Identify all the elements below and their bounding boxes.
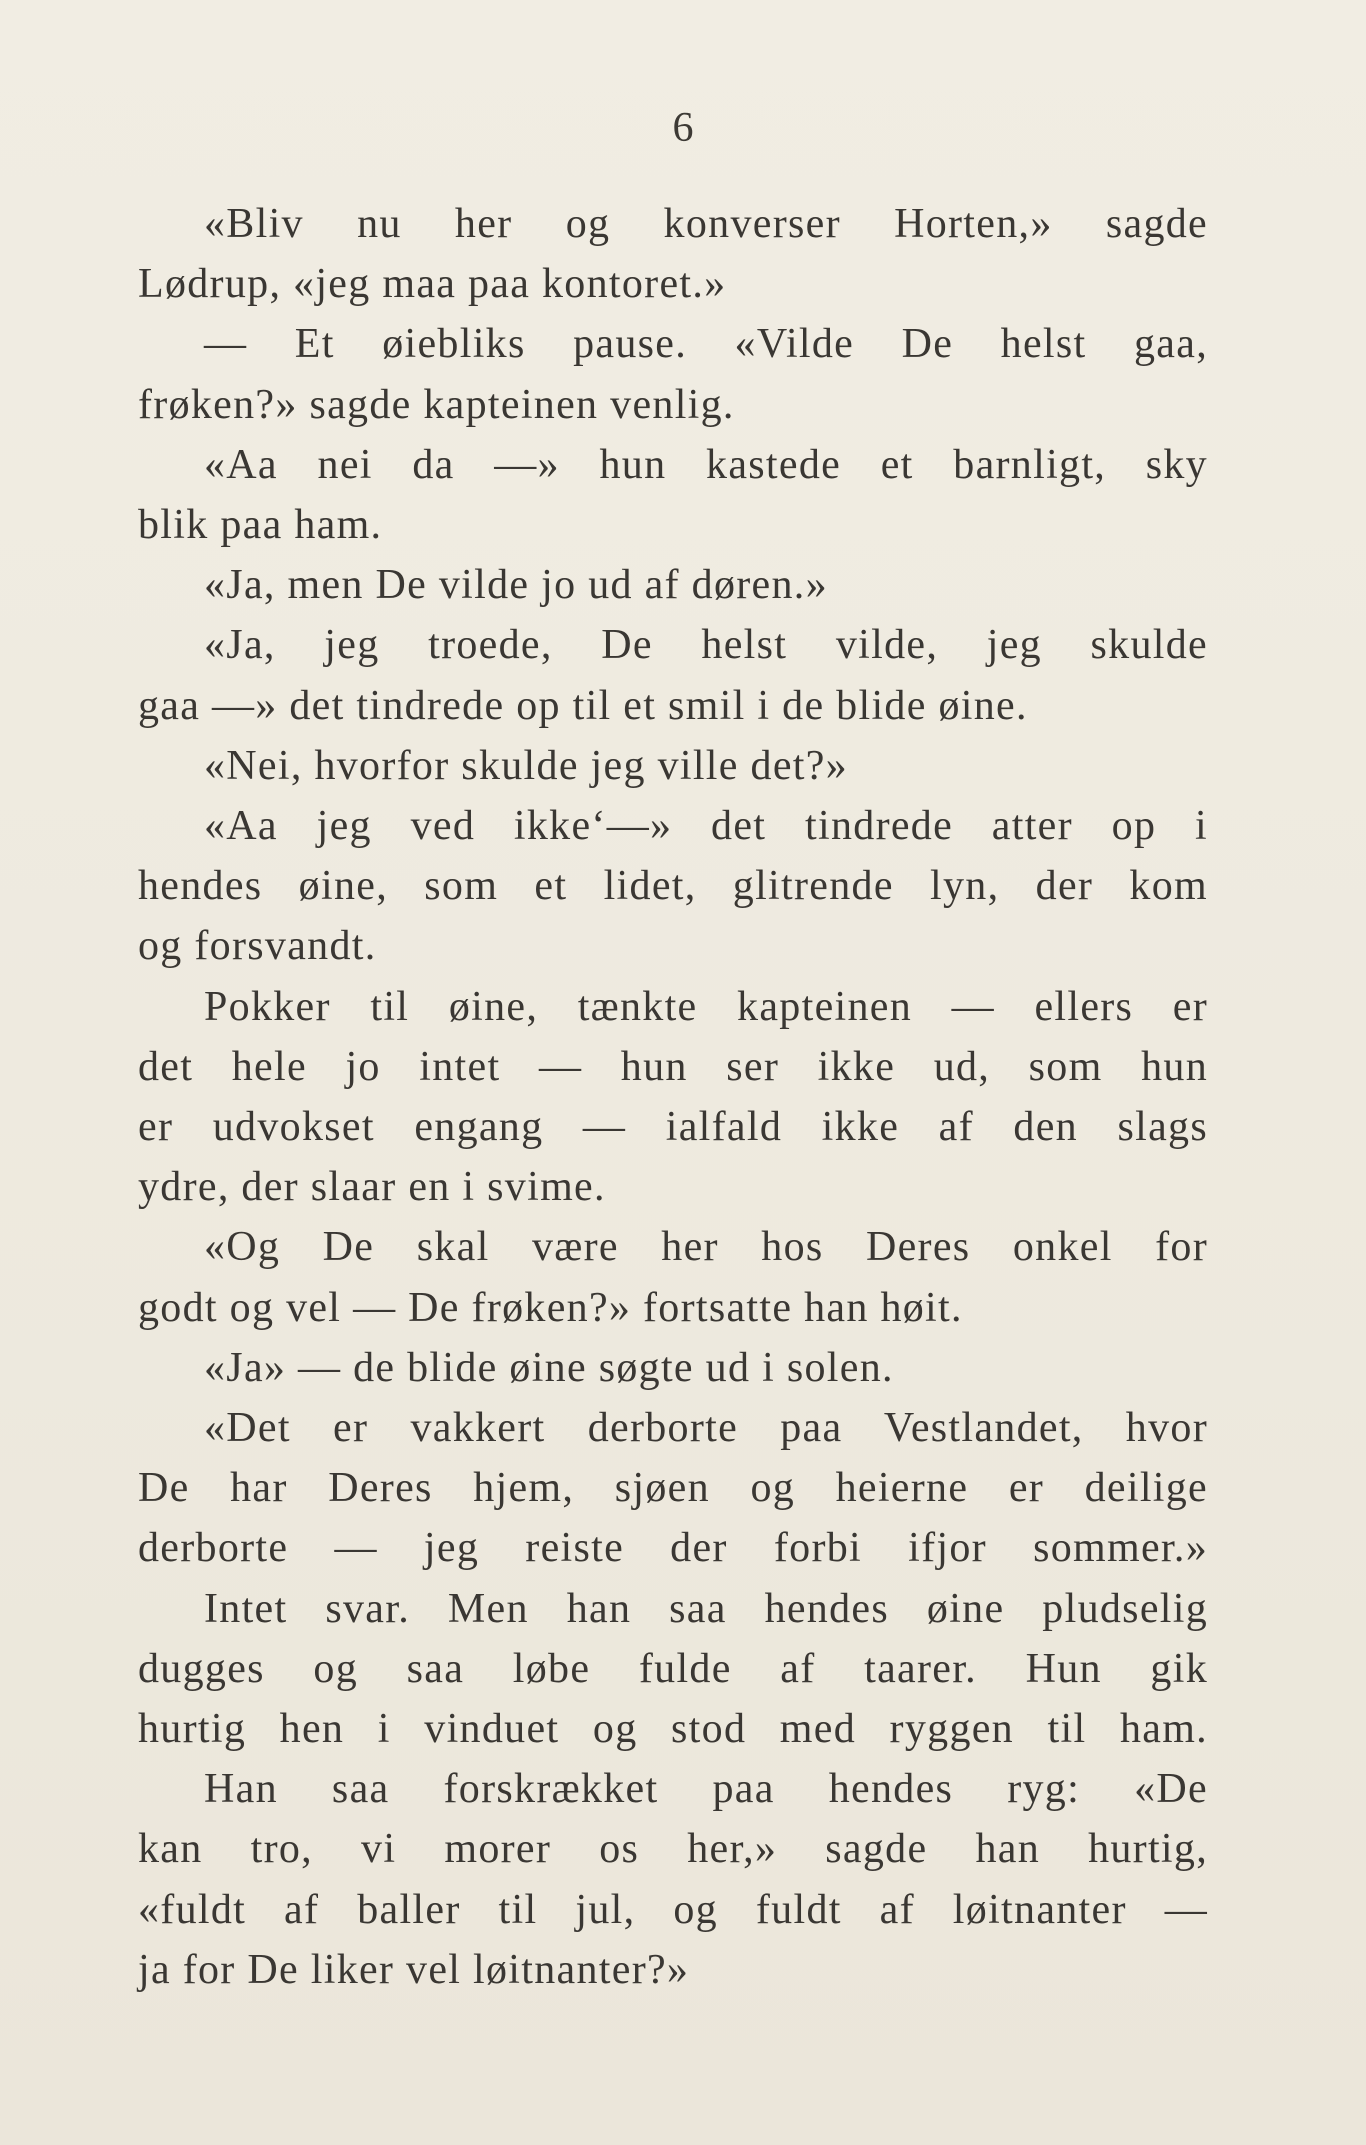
text-line: «Ja» — de blide øine søgte ud i solen. [204,1344,894,1391]
text-line: er udvokset engang — ialfald ikke af den slags [138,1104,1208,1151]
text-line: «fuldt af baller til jul, og fuldt af løitnanter — [138,1886,1208,1933]
text-line: frøken?» sagde kapteinen venlig. [138,381,735,428]
text-line: «Nei, hvorfor skulde jeg ville det?» [204,742,848,789]
text-line: «Det er vakkert derborte paa Vestlandet, hvor [204,1405,1208,1452]
text-line: «Ja, men De vilde jo ud af døren.» [204,562,828,609]
text-line: Han saa forskrækket paa hendes ryg: «De [204,1766,1208,1813]
text-line: hendes øine, som et lidet, glitrende lyn, der kom [138,863,1208,910]
text-line: «Aa nei da —» hun kastede et barnligt, sky [204,441,1208,488]
text-line: «Aa jeg ved ikke‘—» det tindrede atter op i [204,803,1208,850]
text-line: «Bliv nu her og konverser Horten,» sagde [204,201,1208,247]
text-line: Intet svar. Men han saa hendes øine pludselig [204,1585,1208,1632]
text-line: ydre, der slaar en i svime. [138,1164,606,1211]
text-line: dugges og saa løbe fulde af taarer. Hun gik [138,1645,1208,1692]
text-line: og forsvandt. [138,923,377,970]
text-line: gaa —» det tindrede op til et smil i de blide øine. [138,682,1028,729]
text-line: Pokker til øine, tænkte kapteinen — ellers er [204,983,1208,1030]
body-text [138,194,1208,2000]
text-line: blik paa ham. [138,502,383,549]
text-line: De har Deres hjem, sjøen og heierne er deilige [138,1465,1208,1512]
text-line: det hele jo intet — hun ser ikke ud, som hun [138,1043,1208,1090]
text-line: derborte — jeg reiste der forbi ifjor sommer.» [138,1525,1208,1572]
text-line: «Og De skal være her hos Deres onkel for [204,1224,1208,1271]
text-line: ja for De liker vel løitnanter?» [138,1946,690,1993]
page-number: 6 [672,105,694,151]
text-line: godt og vel — De frøken?» fortsatte han høit. [138,1284,963,1331]
text-line: hurtig hen i vinduet og stod med ryggen til ham. [138,1706,1208,1753]
text-line: Lødrup, «jeg maa paa kontoret.» [138,261,727,308]
text-line: — Et øiebliks pause. «Vilde De helst gaa, [204,321,1208,368]
text-line: kan tro, vi morer os her,» sagde han hurtig, [138,1826,1208,1873]
text-line: «Ja, jeg troede, De helst vilde, jeg skulde [204,622,1208,669]
